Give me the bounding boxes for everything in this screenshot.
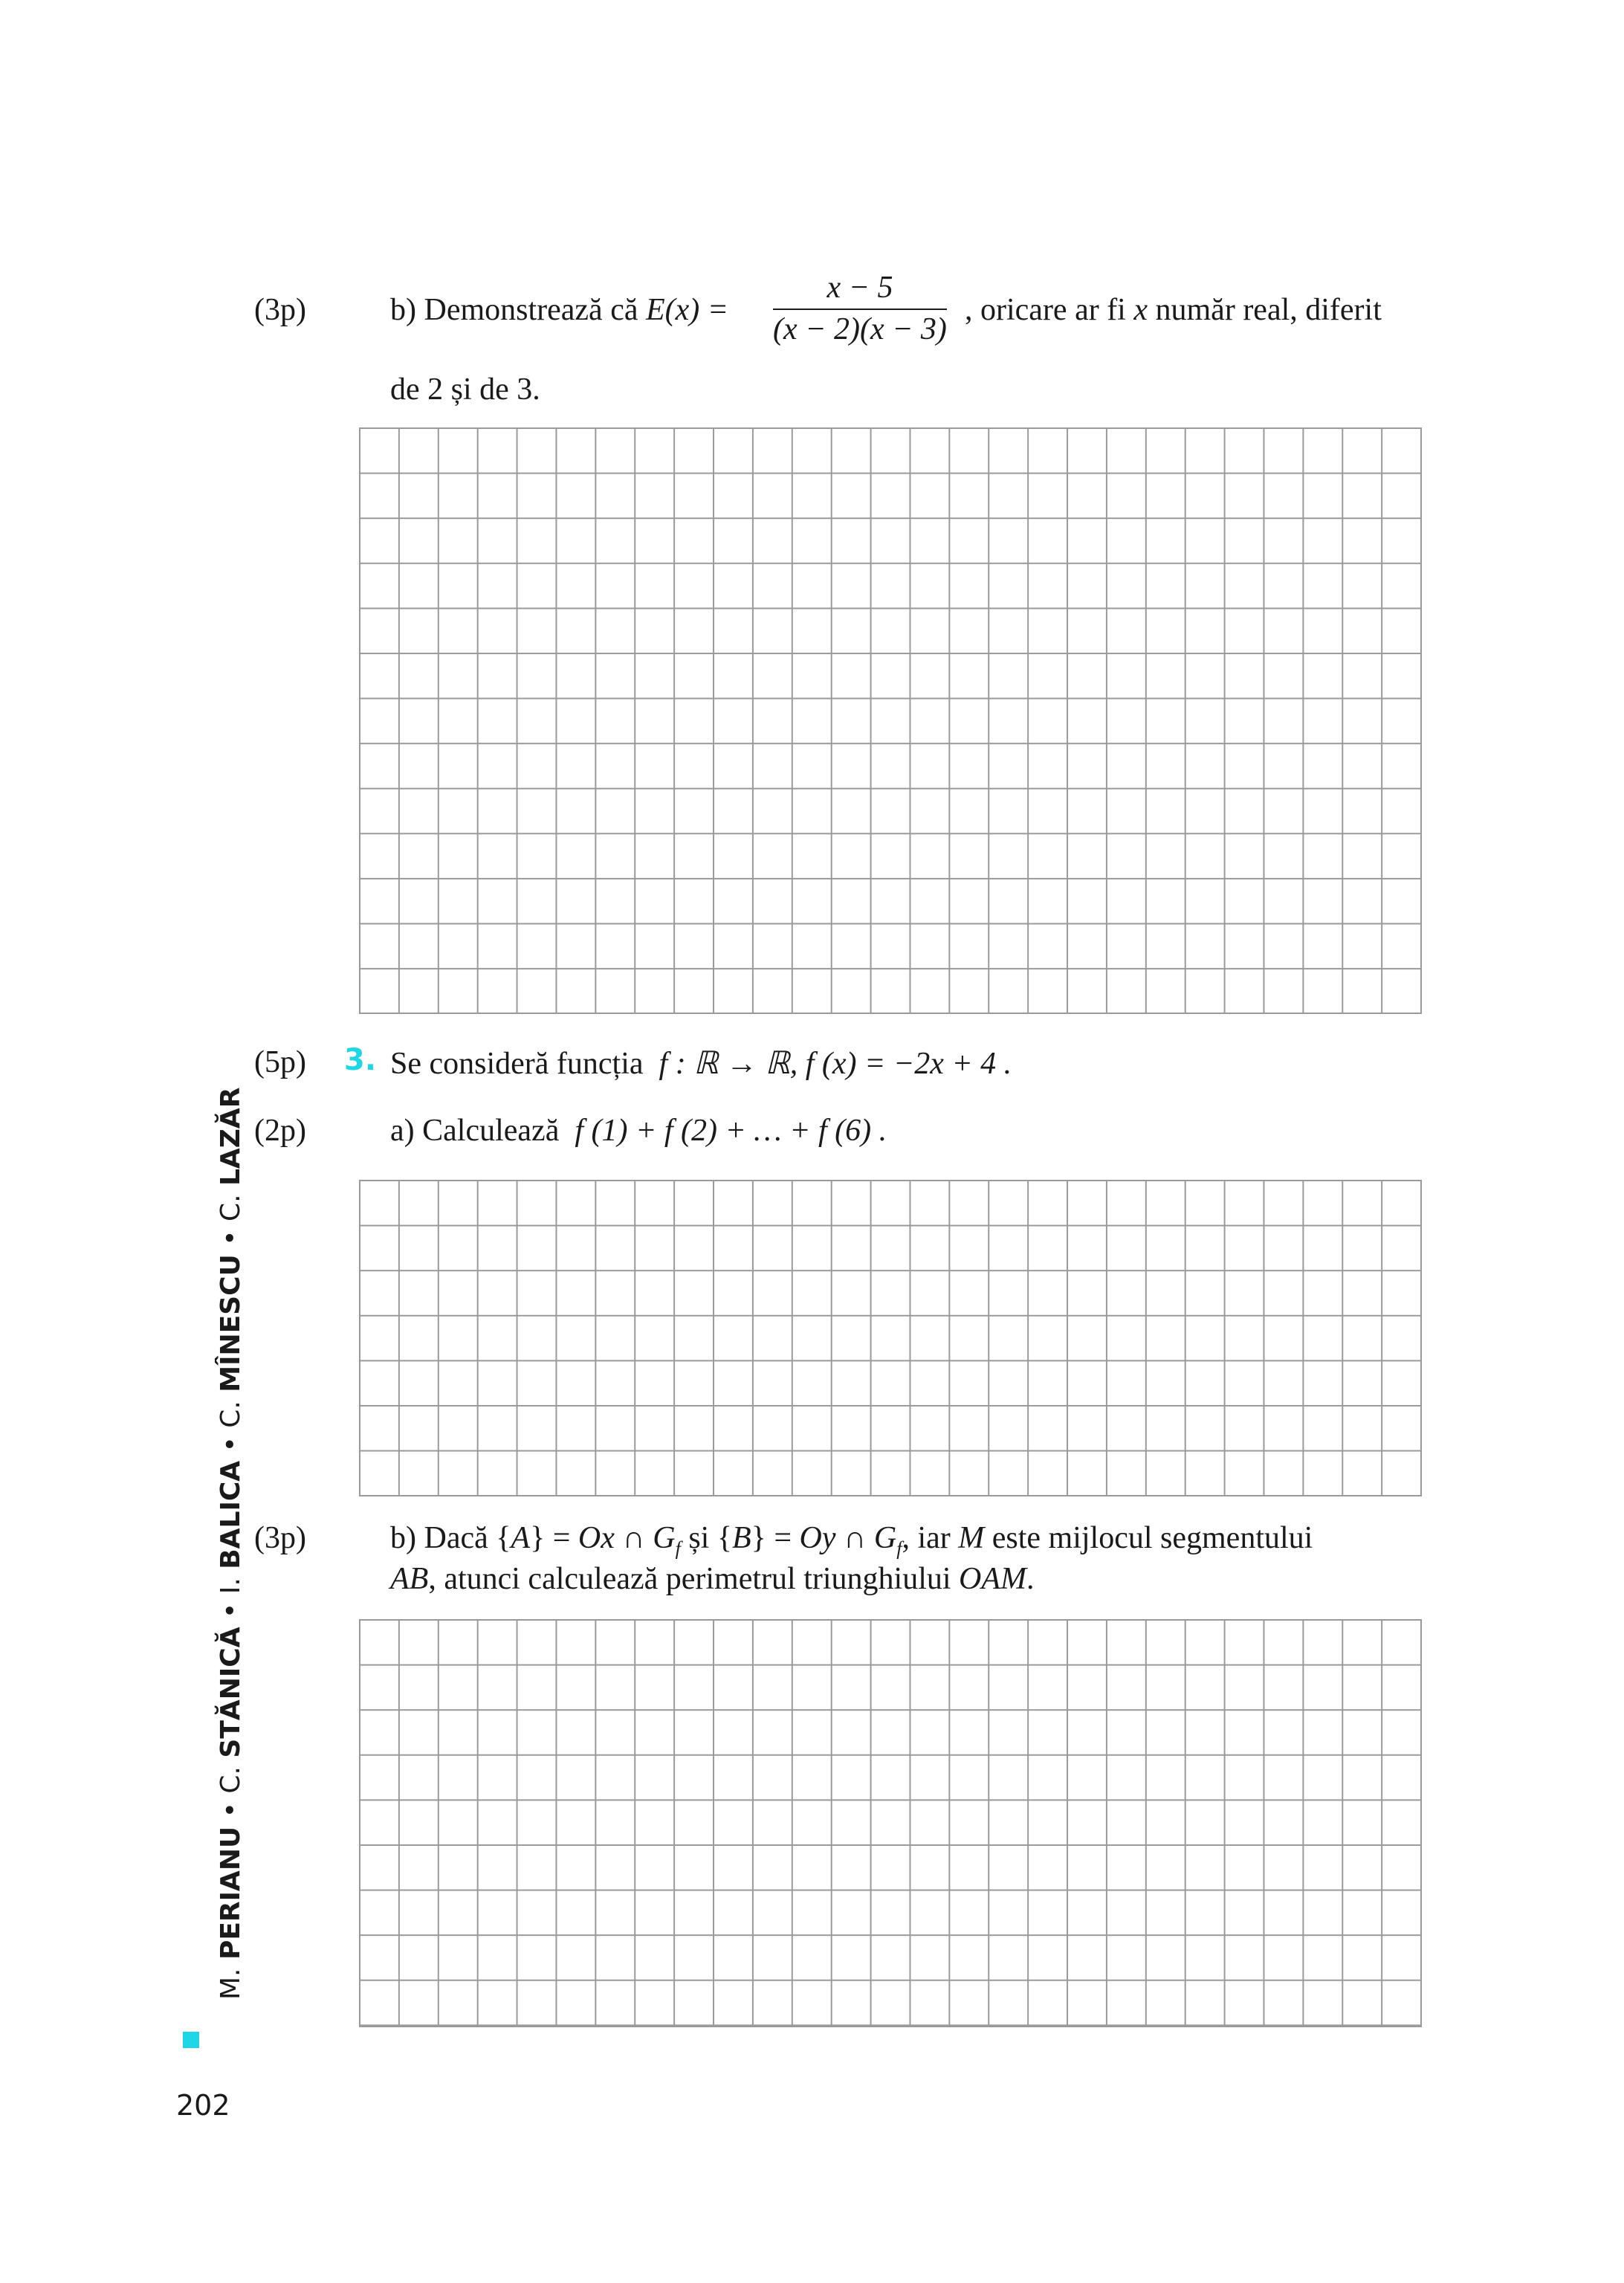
points-3: (5p) <box>254 1045 306 1079</box>
page-number: 202 <box>176 2089 230 2122</box>
ex3a-expression: f (1) + f (2) + … + f (6) . <box>575 1114 887 1148</box>
ex3-statement: Se consideră funcția f : ℝ → ℝ, f (x) = −2x + 4 . <box>390 1047 1012 1081</box>
ex2b-lead: b) Demonstrează că <box>390 293 638 327</box>
ex3b-line2: AB, atunci calculează perimetrul triunghiului OAM. <box>390 1562 1035 1596</box>
ex2b-expr-lhs: E(x) = <box>645 293 729 327</box>
points-3b: (3p) <box>254 1521 306 1555</box>
ex3-function: f : ℝ → ℝ, f (x) = −2x + 4 . <box>659 1047 1012 1081</box>
ex2b-frac-num: x − 5 <box>773 270 947 310</box>
ex2b-tail: , oricare ar fi x număr real, diferit <box>965 293 1382 327</box>
ex3b-line1: b) Dacă {A} = Ox ∩ $G_f$ și {B} = Oy ∩ $G_f$, iar M este mijlocul segmentului <box>390 1521 1313 1560</box>
cyan-square-marker <box>183 2032 199 2048</box>
points-3a: (2p) <box>254 1114 306 1148</box>
ex3a-text: a) Calculează f (1) + f (2) + … + f (6) . <box>390 1114 887 1148</box>
answer-grid-3a[interactable] <box>359 1180 1422 1496</box>
ex2b-line2: de 2 și de 3. <box>390 372 540 407</box>
ex2b-fraction <box>773 270 947 347</box>
answer-grid-3b[interactable] <box>359 1619 1422 2027</box>
ex2b-text <box>390 292 728 328</box>
exercise-number-3: 3. <box>344 1043 377 1077</box>
points-2b: (3p) <box>254 293 306 327</box>
answer-grid-2b[interactable] <box>359 427 1422 1014</box>
ex2b-frac-den: (x − 2)(x − 3) <box>773 312 947 346</box>
authors-sidebar: M. PERIANU • C. STĂNICĂ • I. BALICA • C. MÎNESCU • C. LAZĂR <box>216 1087 246 2000</box>
